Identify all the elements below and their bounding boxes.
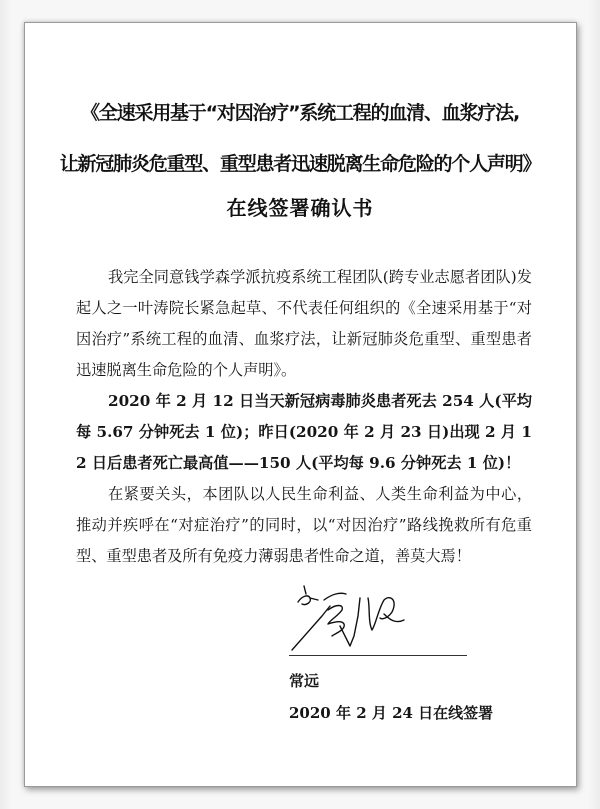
document-title-line-1: 《全速采用基于“对因治疗”系统工程的血清、血浆疗法, xyxy=(81,102,519,124)
signature-line xyxy=(289,655,467,656)
paragraph-appeal: 在紧要关头，本团队以人民生命利益、人类生命利益为中心，推动并疾呼在“对症治疗”的同时，以“对因治疗”路线挽救所有危重型、重型患者及所有免疫力薄弱患者性命之道，善莫大焉！ xyxy=(76,485,532,565)
handwritten-signature-icon xyxy=(288,580,468,656)
signer-name: 常远 xyxy=(289,672,320,690)
paragraph-death-statistics: 2020 年 2 月 12 日当天新冠病毒肺炎患者死去 254 人(平均每 5.67 分钟死去 1 位)；昨日(2020 年 2 月 23 日)出现 2 月 12 日后患者死亡最高值——150 人(平均每 9.6 分钟死去 1 位)！ xyxy=(76,392,532,472)
document-subtitle: 在线签署确认书 xyxy=(226,196,374,220)
document-body xyxy=(76,262,532,572)
paragraph-agreement: 我完全同意钱学森学派抗疫系统工程团队(跨专业志愿者团队)发起人之一叶涛院长紧急起草、不代表任何组织的《全速采用基于“对因治疗”系统工程的血清、血浆疗法，让新冠肺炎危重型、重型患者迅速脱离生命危险的个人声明》。 xyxy=(76,268,532,379)
signing-date: 2020 年 2 月 24 日在线签署 xyxy=(289,704,494,722)
document-title-line-2: 让新冠肺炎危重型、重型患者迅速脱离生命危险的个人声明》 xyxy=(59,153,541,175)
